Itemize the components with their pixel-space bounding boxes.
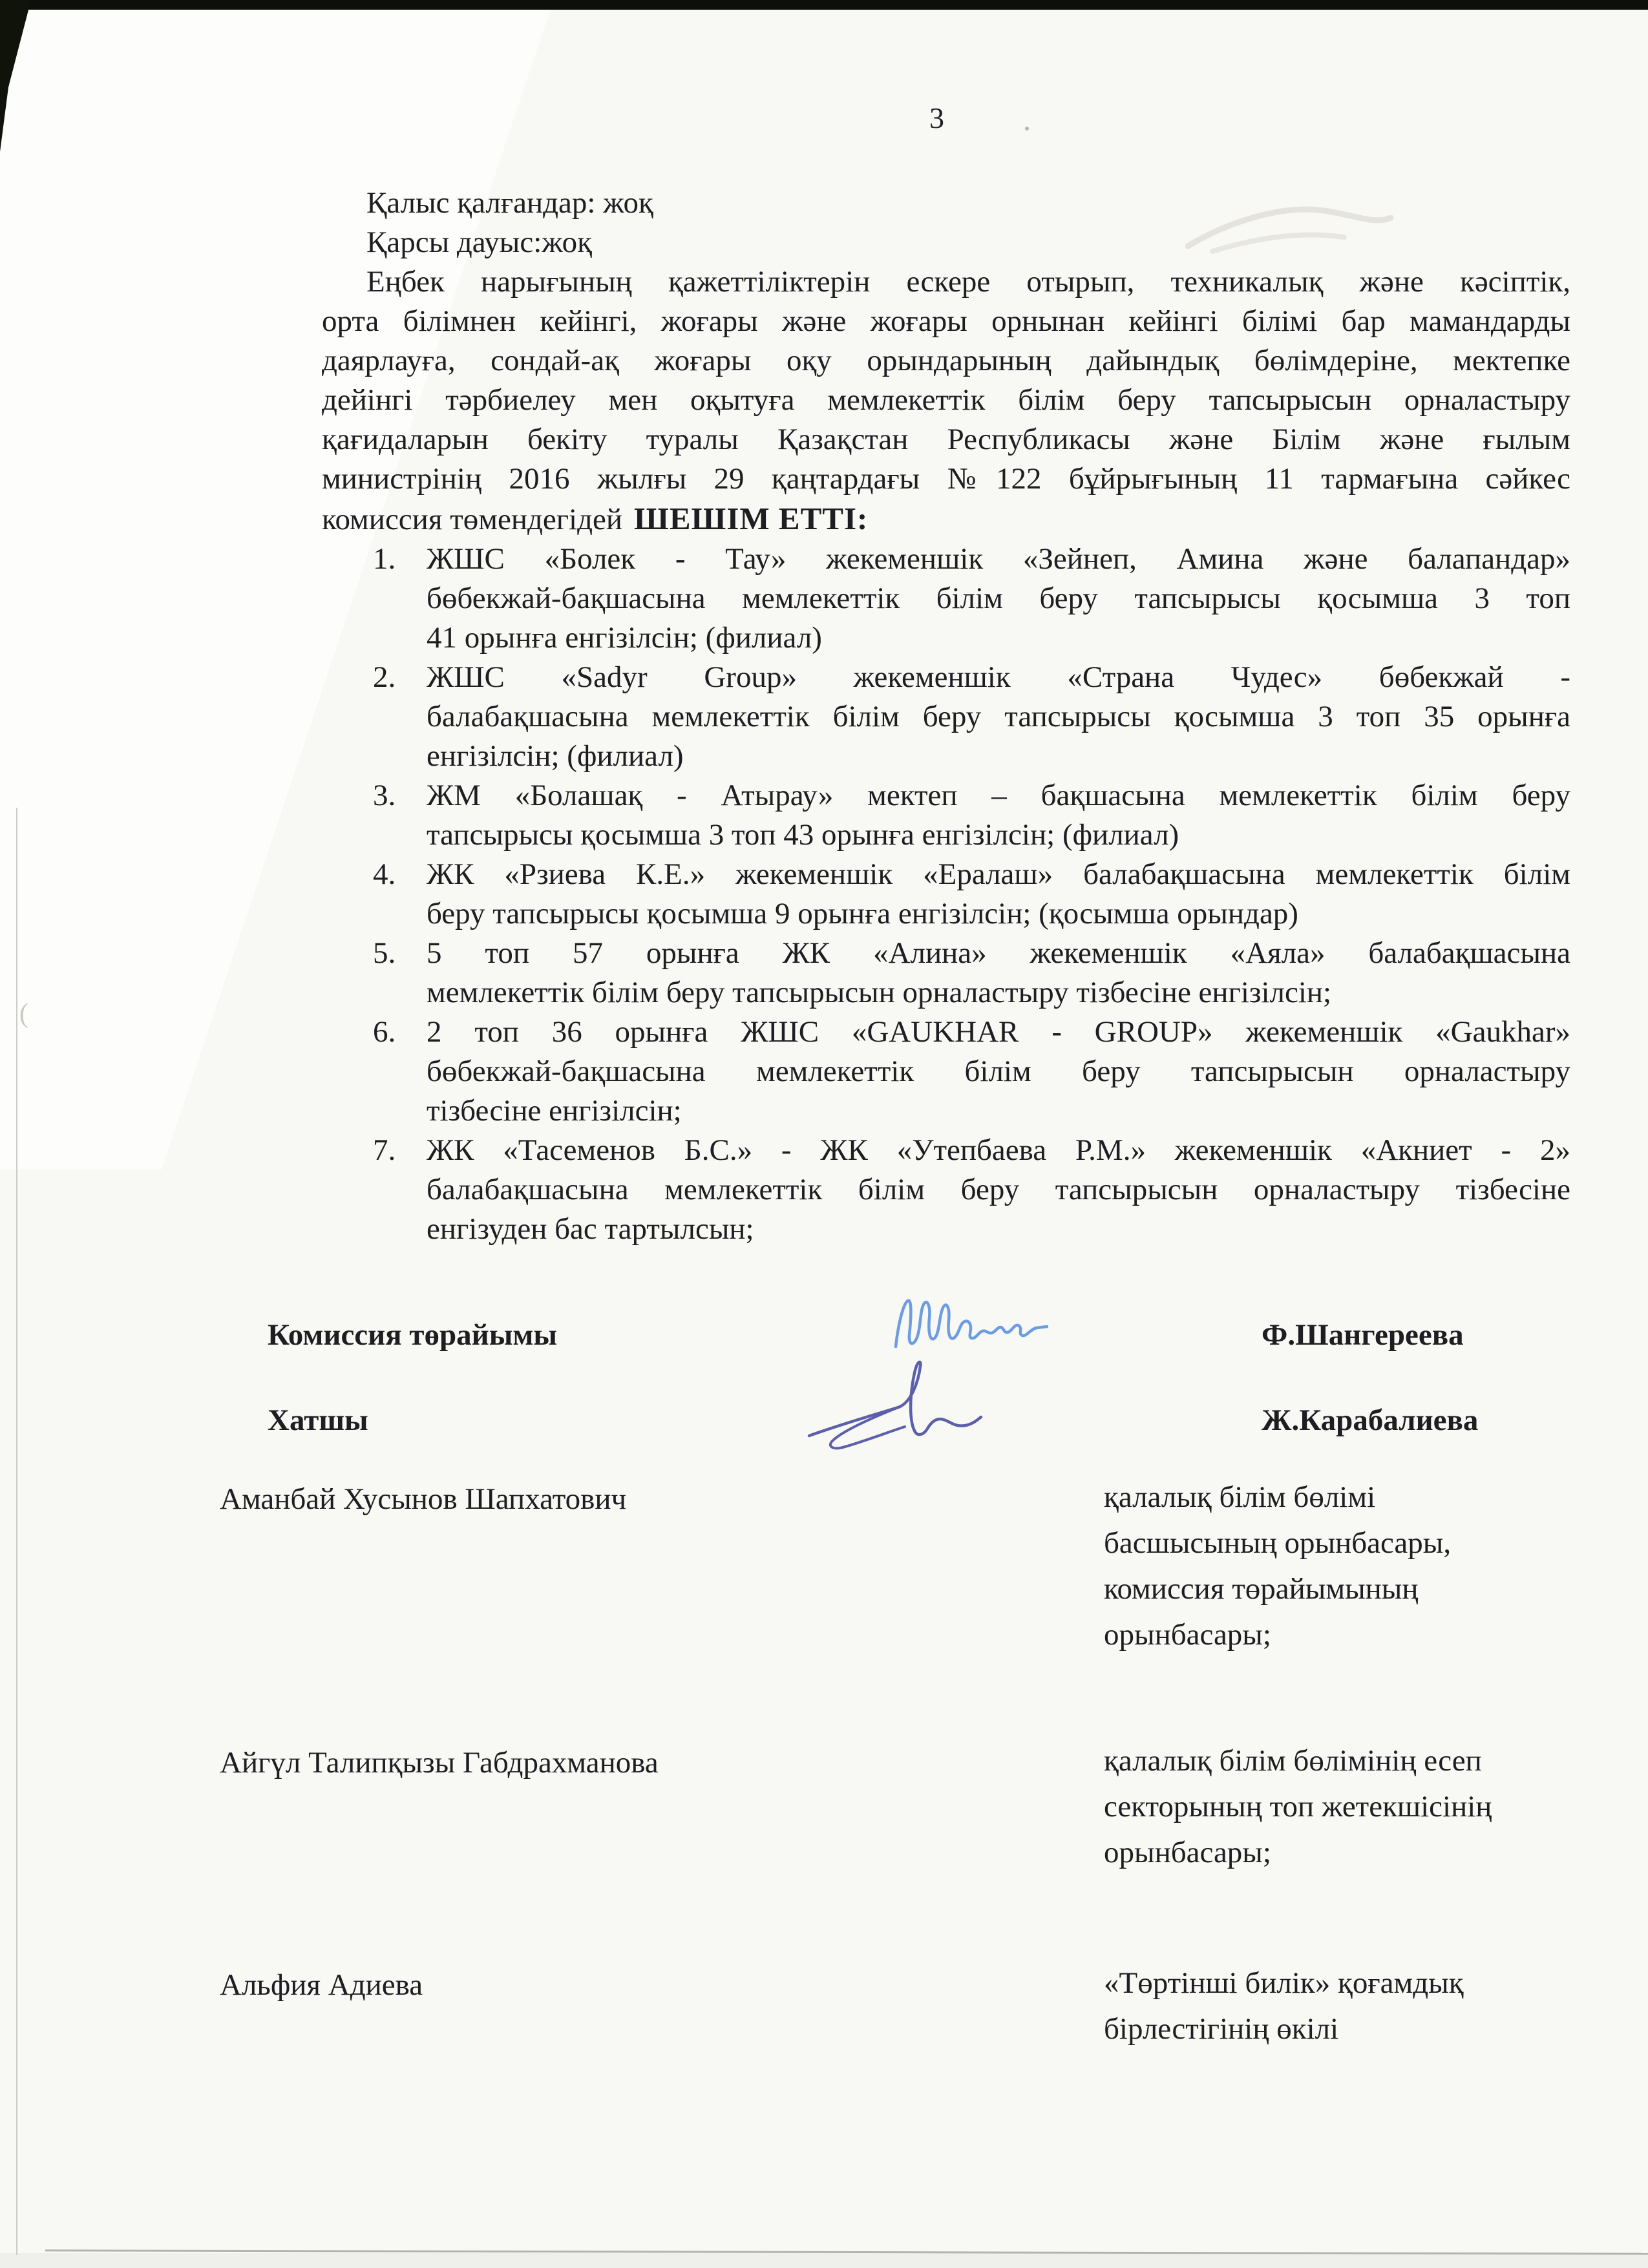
decision-number: 6. bbox=[373, 1015, 396, 1049]
member-position-line: қалалық білім бөлімі bbox=[1104, 1480, 1376, 1514]
member-position-line: секторының топ жетекшісінің bbox=[1104, 1790, 1492, 1823]
decision-item bbox=[373, 1013, 1570, 1131]
vote-abstain-line: Қалыс қалғандар: жоқ bbox=[366, 186, 653, 220]
decision-line: 2 топ 36 орынға ЖШС «GAUKHAR - GROUP» жекеменшік «Gaukhar» bbox=[427, 1015, 1570, 1049]
decision-line: балабақшасына мемлекеттік білім беру тапсырысын орналастыру тізбесіне bbox=[427, 1173, 1570, 1206]
decision-item bbox=[373, 934, 1570, 1013]
member-position-line: қалалық білім бөлімінің есеп bbox=[1104, 1744, 1482, 1778]
chair-role-label: Комиссия төрайымы bbox=[268, 1318, 558, 1352]
decision-number: 3. bbox=[373, 779, 396, 812]
paragraph-line: даярлауға, сондай-ақ жоғары оқу орындарының дайындық бөлімдеріне, мектепке bbox=[322, 344, 1570, 377]
member-position-line: «Төртінші билік» қоғамдық bbox=[1104, 1966, 1464, 2000]
decision-number: 7. bbox=[373, 1133, 396, 1167]
decision-item bbox=[373, 1131, 1570, 1249]
document-body bbox=[322, 184, 1570, 1249]
chair-signature bbox=[887, 1292, 1051, 1354]
paragraph-line: қағидаларын бекіту туралы Қазақстан Республикасы және Білім және ғылым bbox=[322, 423, 1570, 456]
decision-line: енгізуден бас тартылсын; bbox=[427, 1212, 754, 1246]
decision-item bbox=[373, 658, 1570, 776]
vote-against-line: Қарсы дауыс:жоқ bbox=[366, 226, 592, 259]
decision-line: бөбекжай-бақшасына мемлекеттік білім беру тапсырысы қосымша 3 топ bbox=[427, 582, 1570, 615]
decision-line: енгізілсін; (филиал) bbox=[427, 739, 684, 773]
secretary-signature bbox=[800, 1357, 984, 1451]
member-name: Айгүл Талипқызы Габдрахманова bbox=[220, 1746, 659, 1780]
chair-name: Ф.Шангереева bbox=[1262, 1318, 1464, 1352]
decision-line: беру тапсырысы қосымша 9 орынға енгізілсін; (қосымша орындар) bbox=[427, 897, 1298, 930]
page-number: 3 bbox=[929, 101, 944, 134]
member-name: Аманбай Хусынов Шапхатович bbox=[220, 1482, 627, 1516]
scan-edge-top bbox=[0, 0, 1648, 10]
decision-line: ЖК «Тасеменов Б.С.» - ЖК «Утепбаева Р.М.» жекеменшік «Акниет - 2» bbox=[427, 1133, 1570, 1167]
decision-number: 1. bbox=[373, 542, 396, 576]
paragraph-last-line bbox=[322, 499, 1570, 540]
paragraph-line: орта білімнен кейінгі, жоғары және жоғары орнынан кейінгі білімі бар мамандарды bbox=[322, 304, 1570, 338]
decision-item bbox=[373, 540, 1570, 658]
decision-item bbox=[373, 855, 1570, 934]
paragraph-line: дейінгі тәрбиелеу мен оқытуға мемлекеттік білім беру тапсырысын орналастыру bbox=[322, 383, 1570, 417]
member-position bbox=[1104, 1960, 1550, 2052]
decision-number: 5. bbox=[373, 936, 396, 970]
stray-pen-mark: ( bbox=[19, 999, 28, 1029]
decision-number: 4. bbox=[373, 857, 396, 891]
decision-line: 41 орынға енгізілсін; (филиал) bbox=[427, 621, 822, 655]
member-position-line: орынбасары; bbox=[1104, 1836, 1271, 1869]
decision-line: ЖШС «Sadyr Group» жекеменшік «Страна Чудес» бөбекжай - bbox=[427, 660, 1570, 694]
signature-row-chair bbox=[0, 1316, 1648, 1355]
paragraph-line: Еңбек нарығының қажеттіліктерін ескере отырып, техникалық және кәсіптік, bbox=[366, 265, 1570, 299]
decision-list bbox=[322, 540, 1570, 1249]
member-position-line: комиссия төрайымының bbox=[1104, 1572, 1419, 1606]
scan-edge-bottom-band bbox=[0, 2253, 1648, 2268]
decision-line: 5 топ 57 орынға ЖК «Алина» жекеменшік «Аяла» балабақшасына bbox=[427, 936, 1570, 970]
decision-heading: ШЕШІМ ЕТТІ: bbox=[634, 501, 869, 536]
decision-line: ЖМ «Болашақ - Атырау» мектеп – бақшасына мемлекеттік білім беру bbox=[427, 779, 1570, 812]
decision-line: тізбесіне енгізілсін; bbox=[427, 1094, 682, 1128]
member-position bbox=[1104, 1738, 1550, 1876]
paragraph-line: министрінің 2016 жылғы 29 қаңтардағы №122 бұйрығының 11 тармағына сәйкес bbox=[322, 462, 1570, 496]
decision-line: ЖК «Рзиева К.Е.» жекеменшік «Ералаш» балабақшасына мемлекеттік білім bbox=[427, 857, 1570, 891]
member-position bbox=[1104, 1475, 1550, 1658]
decision-line: мемлекеттік білім беру тапсырысын орналастыру тізбесіне енгізілсін; bbox=[427, 976, 1332, 1009]
secretary-role-label: Хатшы bbox=[268, 1403, 368, 1437]
member-position-line: бірлестігінің өкілі bbox=[1104, 2012, 1339, 2046]
paragraph-last-line-text: комиссия төмендегідей bbox=[322, 503, 623, 536]
decision-line: бөбекжай-бақшасына мемлекеттік білім беру тапсырысын орналастыру bbox=[427, 1055, 1570, 1088]
decision-line: балабақшасына мемлекеттік білім беру тапсырысы қосымша 3 топ 35 орынға bbox=[427, 700, 1570, 733]
decision-line: ЖШС «Болек - Тау» жекеменшік «Зейнеп, Амина және балапандар» bbox=[427, 542, 1570, 576]
decision-number: 2. bbox=[373, 660, 396, 694]
secretary-name: Ж.Карабалиева bbox=[1262, 1403, 1479, 1437]
scan-edge-left-line bbox=[16, 808, 17, 2255]
member-position-line: басшысының орынбасары, bbox=[1104, 1526, 1452, 1560]
member-position-line: орынбасары; bbox=[1104, 1618, 1271, 1652]
stray-ink-dot bbox=[1025, 127, 1029, 131]
decision-line: тапсырысы қосымша 3 топ 43 орынға енгізілсін; (филиал) bbox=[427, 818, 1179, 852]
decision-item bbox=[373, 776, 1570, 855]
member-name: Альфия Адиева bbox=[220, 1968, 423, 2002]
